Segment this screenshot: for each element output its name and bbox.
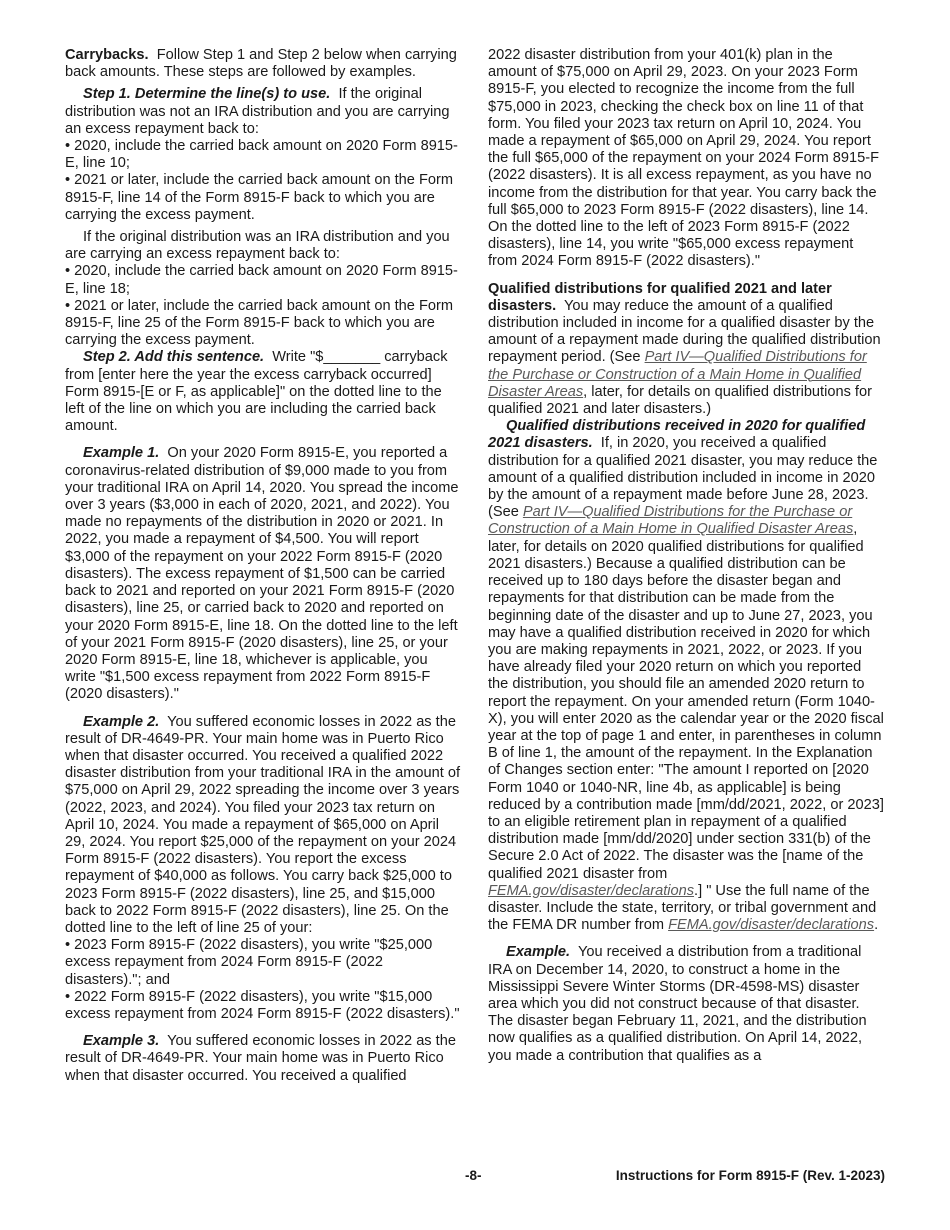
example2-paragraph: Example 2. You suffered economic losses in 2022 as the result of DR-4649-PR. Your main home was in Puerto Rico when that disaster occurred. You received a qualified 2022 disaster distribution from your traditional IRA in the amount of $75,000 on April 29, 2022 spreading the income over 3 years (2022, 2023, and 2024). You filed your 2023 tax return on April 10, 2024. You made a repayment of $65,000 on April 29, 2024. You report $25,000 of the repayment on your 2024 Form 8915-F (2022 disasters). You report the excess repayment of $40,000 as follows. You carry back $25,000 to 2023 Form 8915-F (2022 disasters), line 25, and $15,000 back to 2022 Form 8915-F (2022 disasters), line 25. On the dotted line to the left of line 25 of your: bbox=[65, 713, 461, 936]
fema-link[interactable]: FEMA.gov/disaster/declarations bbox=[668, 917, 875, 934]
step1-heading: Step 1. Determine the line(s) to use. bbox=[83, 86, 331, 103]
example3-heading: Example 3. bbox=[83, 1033, 160, 1050]
step2-paragraph: Step 2. Add this sentence. Write "$_______ carryback from [enter here the year the excess carryback occurred] Form 8915-[E or F, as applicable]" on the dotted line to the left of the line on which you are including the carried back amount. bbox=[65, 349, 448, 435]
step1-paragraph: Step 1. Determine the line(s) to use. If the original distribution was not an IRA distribution and you are carrying an excess repayment back to: bbox=[65, 86, 450, 137]
part-iv-link[interactable]: Part IV—Qualified Distributions for the Purchase or Construction of a Main Home in Qualified Disaster Areas bbox=[488, 349, 867, 400]
list-item: • 2021 or later, include the carried back amount on the Form 8915-F, line 14 of the Form 8915-F back to which you are carrying the excess payment. bbox=[65, 172, 454, 223]
example-heading: Example. bbox=[506, 944, 571, 961]
example3-paragraph: Example 3. You suffered economic losses in 2022 as the result of DR-4649-PR. Your main home was in Puerto Rico when that disaster occurred. You received a qualified bbox=[65, 1033, 456, 1084]
example3-continuation: 2022 disaster distribution from your 401(k) plan in the amount of $75,000 on April 29, 2023. On your 2023 Form 8915-F, you elected to recognize the income from the full $75,000 in 2023, checking the check box on line 11 of that form. You filed your 2023 tax return on April 10, 2024. You made a repayment of $65,000 on April 29, 2024. You report the full $65,000 of the repayment on your 2024 Form 8915-F (2022 disasters). It is all excess repayment, as you have no income from the distribution for that year. You carry back the full $65,000 to 2023 Form 8915-F (2022 disasters), line 14. On the dotted line to the left of 2023 Form 8915-F (2022 disasters), line 14, you write "$65,000 excess repayment from 2024 Form 8915-F (2022 disasters)." bbox=[488, 47, 880, 270]
list-item: • 2021 or later, include the carried back amount on the Form 8915-F, line 25 of the Form 8915-F back to which you are carrying the excess payment. bbox=[65, 297, 454, 349]
page-footer bbox=[65, 1168, 885, 1188]
step2-heading: Step 2. Add this sentence. bbox=[83, 349, 265, 366]
fema-link[interactable]: FEMA.gov/disaster/declarations bbox=[488, 882, 695, 899]
qualified-2020-heading: Qualified distributions received in 2020 for qualified 2021 disasters. bbox=[488, 418, 866, 452]
page-number: -8- bbox=[465, 1168, 482, 1183]
ira-paragraph: If the original distribution was an IRA distribution and you are carrying an excess repayment back to: bbox=[65, 229, 450, 263]
list-item: • 2023 Form 8915-F (2022 disasters), you write "$25,000 excess repayment from 2024 Form 8915-F (2022 disasters)."; and bbox=[65, 937, 433, 988]
example2-heading: Example 2. bbox=[83, 713, 160, 730]
carrybacks-heading: Carrybacks. bbox=[65, 47, 149, 63]
qualified-distributions-paragraph: Qualified distributions for qualified 2021 and later disasters. You may reduce the amount of a qualified distribution included in income for a qualified disaster by the amount of a repayment made during the qualified distribution repayment period. (See Part IV—Qualified Distributions for the Purchase or Construction of a Main Home in Qualified Disaster Areas, later, for details on qualified distributions for qualified 2021 and later disasters.) bbox=[488, 280, 881, 418]
example1-heading: Example 1. bbox=[83, 445, 160, 462]
part-iv-link[interactable]: Part IV—Qualified Distributions for the Purchase or Construction of a Main Home in Qualified Disaster Areas bbox=[488, 504, 854, 538]
qualified-2020-paragraph: Qualified distributions received in 2020 for qualified 2021 disasters. If, in 2020, you received a qualified distribution for a qualified 2021 disaster, you may reduce the amount of a qualified distribution included in income in 2020 by the amount of a repayment made before June 28, 2023. (See Part IV—Qualified Distributions for the Purchase or Construction of a Main Home in Qualified Disaster Areas, later, for details on 2020 qualified distributions for qualified 2021 disasters.) Because a qualified distribution can be received up to 180 days before the disaster began and repayments for that distribution can be made from the beginning date of the disaster and up to June 27, 2023, you may have a qualified distribution received in 2020 for which you are making repayments in 2021, 2022, or 2023. If you have already filed your 2020 return on which you reported the distribution, you should file an amended 2020 return to report the repayment. On your amended return (Form 1040-X), you will enter 2020 as the calendar year or the 2020 fiscal year at the top of page 1 and enter, in parentheses in column B of line 1, the amount of the repayment. In the Explanation of Changes section enter: "The amount I reported on [2020 Form 1040 or 1040-NR, line 4b, as applicable] is being reduced by a contribution made [mm/dd/2021, 2022, or 2023] to an eligible retirement plan in repayment of a qualified distribution made [mm/dd/2020] under section 331(b) of the Secure 2.0 Act of 2022. The disaster was the [name of the qualified 2021 disaster from FEMA.gov/disaster/declarations.] " Use the full name of the disaster. Include the state, territory, or tribal government and the FEMA DR number from FEMA.gov/disaster/declarations. bbox=[488, 418, 884, 934]
list-item: • 2020, include the carried back amount on 2020 Form 8915-E, line 10; bbox=[65, 138, 458, 172]
list-item: • 2020, include the carried back amount on 2020 Form 8915-E, line 18; bbox=[65, 263, 458, 297]
form-title: Instructions for Form 8915-F (Rev. 1-2023) bbox=[615, 1168, 885, 1183]
qualified-distributions-heading: Qualified distributions for qualified 2021 and later disasters. bbox=[488, 280, 832, 314]
right-column bbox=[488, 47, 885, 1065]
example-paragraph: Example. You received a distribution from a traditional IRA on December 14, 2020, to construct a home in the Mississippi Severe Winter Storms (DR-4598-MS) disaster area which you did not construct because of that disaster. The disaster began February 11, 2021, and the distribution now qualifies as a qualified distribution. On April 14, 2022, you made a contribution that qualifies as a bbox=[488, 944, 867, 1064]
carrybacks-paragraph: Carrybacks. Follow Step 1 and Step 2 below when carrying back amounts. These steps are followed by examples. bbox=[65, 47, 457, 81]
left-column bbox=[65, 47, 462, 1085]
list-item: • 2022 Form 8915-F (2022 disasters), you write "$15,000 excess repayment from 2024 Form 8915-F (2022 disasters)." bbox=[65, 988, 460, 1022]
example1-paragraph: Example 1. On your 2020 Form 8915-E, you reported a coronavirus-related distribution of $9,000 made to you from your traditional IRA on April 14, 2020. You spread the income over 3 years ($3,000 in each of 2020, 2021, and 2022). You made no repayments of the distribution in 2020 or 2021. In 2022, you made a repayment of $4,500. You will report $3,000 of the repayment on your 2022 Form 8915-F (2020 disasters). The excess repayment of $1,500 can be carried back to 2021 and reported on your 2021 Form 8915-F (2020 disasters), line 25, or carried back to 2020 and reported on your 2020 Form 8915-E, line 18. On the dotted line to the left of your 2021 Form 8915-F (2020 disasters), line 25, or your 2020 Form 8915-E, line 18, whichever is applicable, you write "$1,500 excess repayment from 2022 Form 8915-F (2020 disasters)." bbox=[65, 445, 459, 703]
